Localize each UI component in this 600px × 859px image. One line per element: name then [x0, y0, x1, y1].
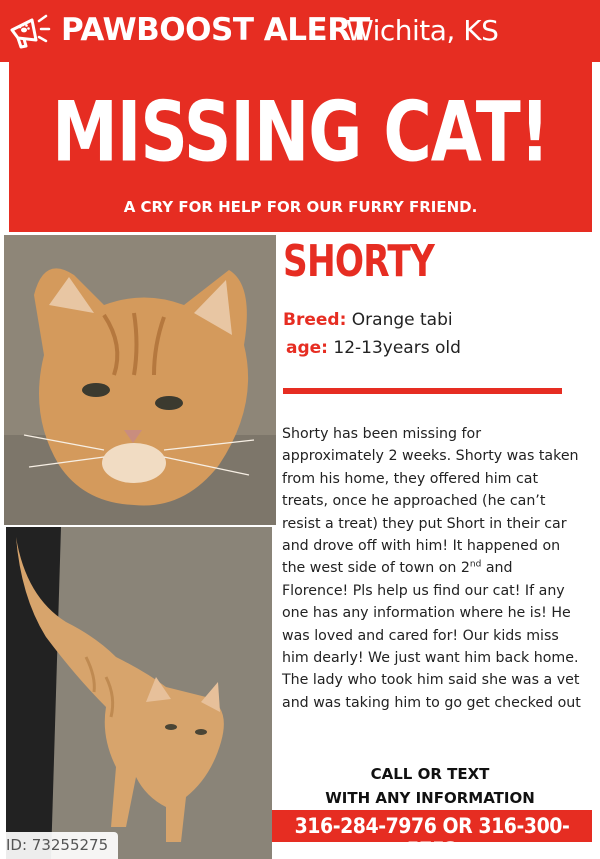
story-part-2: and Florence! Pls help us find our cat! If any one has any information where he is! He was loved and cared for! Our kids miss him dearly! We just want him back home.	[282, 560, 579, 667]
breed-value: Orange tabi	[351, 310, 453, 330]
age-value: 12-13years old	[333, 338, 461, 358]
divider	[283, 388, 562, 394]
cat-face-photo	[4, 235, 276, 525]
alert-header	[0, 0, 600, 62]
headline-banner	[9, 62, 592, 232]
breed-field	[283, 310, 453, 330]
location-label: Wichita, KS	[346, 14, 499, 47]
id-badge: ID: 73255275	[0, 832, 118, 859]
phone-banner	[272, 810, 592, 859]
story-ordinal: nd	[469, 559, 482, 570]
story-paragraph-2: The lady who took him said she was a vet and was taking him to go get checked out	[282, 672, 581, 711]
cta-line-1: CALL OR TEXT	[370, 765, 490, 783]
cat-standing-photo	[6, 527, 272, 859]
phone-numbers[interactable]: 316-284-7976 OR 316-300-5753	[294, 814, 570, 859]
brand-title: PAWBOOST ALERT	[61, 12, 370, 48]
story-part-1: Shorty has been missing for approximately 2 weeks. Shorty was taken from his home, they offered him cat treats, once he approached (he can’t resist a treat) they put Short in their car and drove off with him! It happened on the west side of town on 2	[282, 426, 579, 577]
age-field	[286, 338, 461, 358]
pet-name: SHORTY	[283, 236, 435, 287]
megaphone-paw-icon	[6, 8, 52, 52]
story-paragraph	[282, 423, 582, 669]
cta-line-2: WITH ANY INFORMATION	[325, 789, 535, 807]
headline: MISSING CAT!	[52, 84, 549, 181]
breed-label: Breed:	[283, 310, 347, 330]
age-label: age:	[286, 338, 328, 358]
story-text	[282, 423, 582, 714]
tagline: A CRY FOR HELP FOR OUR FURRY FRIEND.	[123, 198, 478, 216]
